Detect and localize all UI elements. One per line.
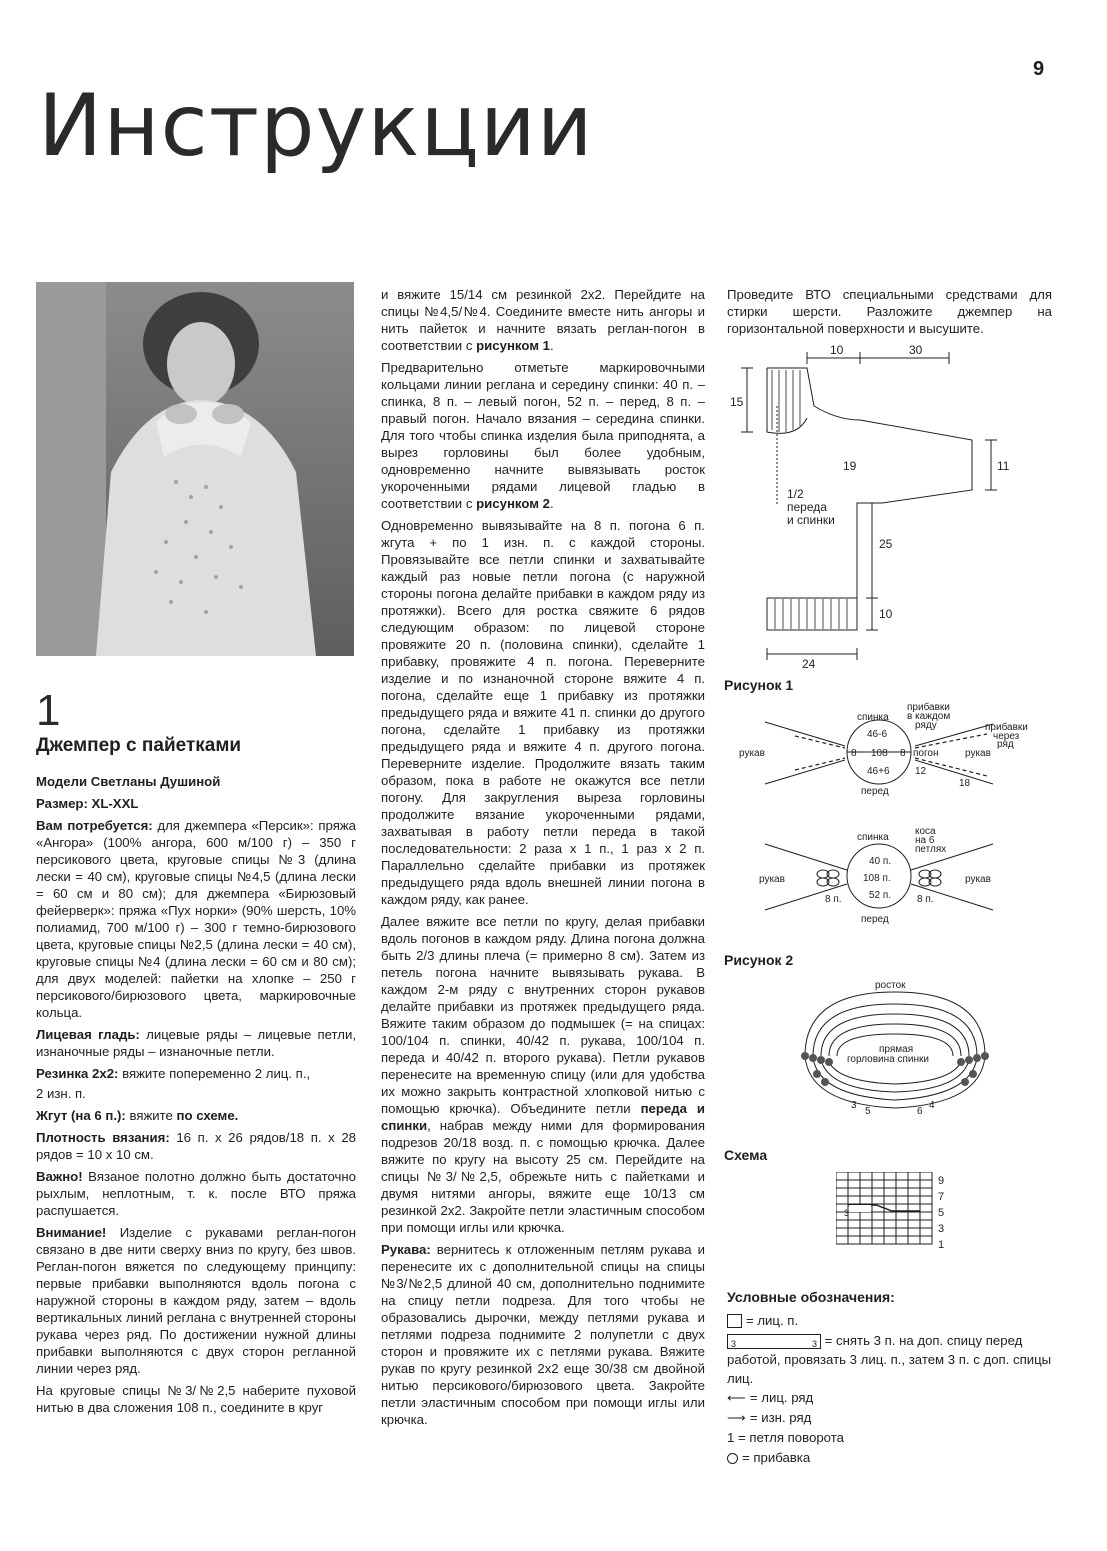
row-number: 5 bbox=[865, 1106, 871, 1117]
increase-icon bbox=[727, 1453, 738, 1464]
increase-label: прибавки bbox=[985, 722, 1028, 733]
row-number: 9 bbox=[938, 1175, 945, 1187]
front-label: перед bbox=[861, 786, 889, 797]
figure-1a-diagram bbox=[735, 702, 1055, 802]
piece-label: 1/2 bbox=[787, 487, 804, 501]
dim-label: 15 bbox=[730, 395, 744, 409]
increase-label: ряд bbox=[997, 739, 1014, 750]
dim-label: 10 bbox=[830, 343, 844, 357]
row-number: 5 bbox=[938, 1207, 945, 1219]
gauge-text: 16 п. х 26 рядов/18 п. х 28 рядов = 10 х 10 см. bbox=[36, 1130, 356, 1162]
cable-box-label: 3 bbox=[731, 1339, 737, 1350]
right-arrow-icon: ⟶ bbox=[727, 1410, 746, 1425]
count-label: 108 п. bbox=[863, 873, 891, 884]
cable-label: петлях bbox=[915, 844, 947, 855]
gauge-label: Плотность вязания: bbox=[36, 1130, 170, 1145]
rib-text-2: 2 изн. п. bbox=[36, 1086, 86, 1101]
neck-label: горловина спинки bbox=[847, 1054, 929, 1065]
sleeve-label: рукав bbox=[965, 874, 991, 885]
increase-label: в каждом bbox=[907, 711, 951, 722]
legend-title: Условные обозначения: bbox=[727, 1289, 895, 1305]
piece-label: и спинки bbox=[787, 513, 835, 527]
attention-text: Изделие с рукавами реглан-погон связано в две нити сверху вниз по кругу, без швов. Реглан-погон вяжется по следующему принципу: первые прибавки выполняются вдоль погона с наружной стороны в каждом ряду, затем – вдоль вертикальных линий реглана с внутренней стороны рукава через ряд. По достижении нужной длины прибавки выполняются с двух сторон регланной линии через ряд. bbox=[36, 1225, 356, 1376]
sleeves-label: Рукава: bbox=[381, 1242, 431, 1257]
count-label: 108 bbox=[871, 748, 888, 759]
row-number: 4 bbox=[929, 1100, 935, 1111]
figure-1-caption: Рисунок 1 bbox=[724, 677, 794, 693]
cable-symbol-icon bbox=[727, 1334, 821, 1349]
row-number: 3 bbox=[938, 1223, 945, 1235]
count-label: 12 bbox=[915, 766, 927, 777]
legend-turn: 1 = петля поворота bbox=[727, 1430, 844, 1445]
piece-label: переда bbox=[787, 500, 827, 514]
paragraph-text: Одновременно вывязывайте на 8 п. погона 6 п. жгута + по 1 изн. п. с каждой стороны. Провязывайте все петли спинки и захватывайте каждый раз новые петли погона (с наружной стороны погона делайте прибавки в каждом ряду из протяжки). Всего для ростка свяжите 6 рядов следующим образом: по лицевой стороне провяжите 20 п. (половина спинки), сделайте 1 прибавку, провяжите 4 п. погона. Переверните изделие и по изнаночной стороне вяжите 4 п. погона, сделайте еще 1 прибавку из протяжки предыдущего ряда и вяжите 41 п. спинки до другого погона, сделайте 1 прибавку из протяжки предыдущего ряда и вяжите 4 п. другого погона. Переверните изделие. Продолжите вязать таким образом, пока в работе не окажутся все петли погону. Для закругления выреза горловины продолжите вязание укороченными рядами, захватывая в работу петли переда в такой последовательности: 2 раза х 1 п., 1 раз х 2 п. Параллельно сделайте прибавки из протяжек предыдущего ряда вдоль внешней линии погона в каждом ряду, как ранее. bbox=[381, 518, 705, 907]
dim-label: 25 bbox=[879, 537, 893, 551]
legend-rs-row: = лиц. ряд bbox=[749, 1390, 814, 1405]
sleeve-label: рукав bbox=[759, 874, 785, 885]
column-2 bbox=[381, 286, 705, 1433]
figure-ref: рисунком 2 bbox=[476, 496, 550, 511]
increase-label: через bbox=[993, 731, 1020, 742]
cable-chart bbox=[836, 1172, 956, 1252]
back-label: спинка bbox=[857, 832, 889, 843]
page-number: 9 bbox=[1033, 58, 1045, 80]
legend-knit: = лиц. п. bbox=[746, 1313, 799, 1328]
finishing-text: Проведите ВТО специальными средствами для стирки шерсти. Разложите джемпер на горизонтальной поверхности и высушите. bbox=[727, 287, 1052, 336]
chart-caption: Схема bbox=[724, 1147, 768, 1163]
count-label: 8 bbox=[851, 748, 857, 759]
punctuation: . bbox=[549, 496, 554, 511]
figure-ref: рисунком 1 bbox=[476, 338, 550, 353]
item-title: Джемпер с пайетками bbox=[36, 735, 242, 756]
important-label: Важно! bbox=[36, 1169, 83, 1184]
rib-label: Резинка 2х2: bbox=[36, 1066, 119, 1081]
item-number: 1 bbox=[36, 686, 61, 735]
count-label: 18 bbox=[959, 778, 971, 789]
garment-schematic bbox=[727, 340, 1072, 675]
count-label: 8 bbox=[900, 748, 906, 759]
needs-text: для джемпера «Персик»: пряжа «Ангора» (100% ангора, 600 м/100 г) – 350 г персикового цвета, круговые спицы №3 (длина лески = 40 см), круговые спицы №4,5 (длина лески = 60 см и 80 см); для джемпера «Бирюзовый фейерверк»: пряжа «Пух норки» (90% шерсть, 10% полиамид, 700 м/100 г) – 300 г темно-бирюзового цвета, круговые спицы №2,5 (длина лески = 40 см), круговые спицы №4 (длина лески = 60 см и 80 см); для двух моделей: пайетки на хлопке – 250 г персикового/бирюзового цвета, маркировочные кольца. bbox=[36, 818, 356, 1020]
saddle-label: погон bbox=[913, 748, 939, 759]
dim-label: 10 bbox=[879, 607, 893, 621]
cable-label: на 6 bbox=[915, 835, 935, 846]
dim-label: 11 bbox=[997, 459, 1010, 473]
count-label: 8 п. bbox=[825, 894, 842, 905]
gusset-label: росток bbox=[875, 980, 906, 991]
dim-label: 19 bbox=[843, 459, 857, 473]
stockinette-text: лицевые ряды – лицевые петли, изнаночные ряды – изнаночные петли. bbox=[36, 1027, 356, 1059]
increase-label: прибавки bbox=[907, 702, 950, 713]
legend-ws-row: = изн. ряд bbox=[749, 1410, 812, 1425]
cable-mark: 3 bbox=[844, 1208, 850, 1218]
sleeve-label: рукав bbox=[739, 748, 765, 759]
cable-label: Жгут (на 6 п.): bbox=[36, 1108, 126, 1123]
page-title: Инструкции bbox=[38, 76, 594, 176]
row-number: 1 bbox=[938, 1239, 945, 1251]
legend-increase: = прибавка bbox=[742, 1450, 811, 1465]
important-text: Вязаное полотно должно быть достаточно рыхлым, неплотным, т. к. после ВТО пряжа распушается. bbox=[36, 1169, 356, 1218]
cable-label: коса bbox=[915, 826, 936, 837]
row-number: 7 bbox=[938, 1191, 945, 1203]
author: Модели Светланы Душиной bbox=[36, 774, 221, 789]
knit-stitch-icon bbox=[727, 1314, 742, 1328]
model-photo bbox=[36, 282, 354, 656]
bold-phrase: переда и спинки bbox=[381, 1101, 705, 1133]
dim-label: 24 bbox=[802, 657, 816, 671]
back-label: спинка bbox=[857, 712, 889, 723]
column-3 bbox=[727, 286, 1052, 342]
legend bbox=[727, 1287, 1077, 1468]
dim-label: 30 bbox=[909, 343, 923, 357]
punctuation: . bbox=[549, 338, 554, 353]
cast-on-text: На круговые спицы №3/№2,5 наберите пуховой нитью в два сложения 108 п., соедините в круг bbox=[36, 1383, 356, 1415]
cable-text-bold: по схеме. bbox=[176, 1108, 239, 1123]
stockinette-label: Лицевая гладь: bbox=[36, 1027, 140, 1042]
paragraph-text: , набрав между ними для формирования подрезов 20/18 возд. п. с помощью крючка. Далее вяжите по кругу на высоту 25 см. Перейдите на спицы №3/№2,5, обрежьте нить с пайетками и двумя нитями ангоры, вяжите еще 10/13 см резинкой 2х2. Закройте петли эластичным способом при помощи иглы или крючка. bbox=[381, 1118, 705, 1235]
cable-box-label: 3 bbox=[811, 1339, 817, 1350]
figure-1b-diagram bbox=[735, 826, 1055, 928]
count-label: 8 п. bbox=[917, 894, 934, 905]
column-1 bbox=[36, 773, 356, 1421]
row-number: 3 bbox=[851, 1100, 857, 1111]
count-label: 46+6 bbox=[867, 766, 890, 777]
front-label: перед bbox=[861, 914, 889, 925]
count-label: 52 п. bbox=[869, 890, 892, 901]
sleeve-label: рукав bbox=[965, 748, 991, 759]
legend-cable: = снять 3 п. на доп. спицу перед работой, провязать 3 лиц. п., затем 3 п. с доп. спицы лиц. bbox=[727, 1333, 1052, 1386]
row-number: 6 bbox=[917, 1106, 923, 1117]
cable-text: вяжите bbox=[125, 1108, 177, 1123]
paragraph-text: Предварительно отметьте маркировочными кольцами линии реглана и середину спинки: 40 п. – спинка, 8 п. – левый погон, 52 п. – перед, 8 п. – правый погон. Начало вязания – середина спинки. Для того чтобы спинка изделия была приподнята, а вырез горловины был более удобным, одновременно начните вывязывать росток укороченными рядами лицевой гладью в соответствии с bbox=[381, 360, 705, 511]
count-label: 46-6 bbox=[867, 729, 888, 740]
figure-2-diagram bbox=[795, 978, 995, 1118]
left-arrow-icon: ⟵ bbox=[727, 1390, 746, 1405]
paragraph-text: Далее вяжите все петли по кругу, делая прибавки вдоль погонов в каждом ряду. Длина погона должна быть 2/3 длины плеча (= примерно 8 см). Затем из петель погона начните вывязывать рукава. В каждом 2-м ряду с внутренних сторон рукавов делайте прибавки из протяжек предыдущего ряда. Вяжите таким образом до подмышек (= на спицах: 100/104 п. спинки, 40/42 п. рукава, 100/104 п. переда и 40/42 п. второго рукава). Петли рукавов перенесите на временную спицу (или для удобства их можно закрыть контрастной хлопковой нитью с помощью крючка). Объедините петли bbox=[381, 914, 705, 1116]
size: Размер: XL-XXL bbox=[36, 796, 139, 811]
increase-label: ряду bbox=[915, 720, 937, 731]
neck-label: прямая bbox=[879, 1044, 914, 1055]
sleeves-text: вернитесь к отложенным петлям рукава и перенесите их с дополнительной спицы на спицы №3/№2,5 длиной 40 см, дополнительно поднимите на спицу петли подреза. Для того чтобы не образовались дырочки, между петлями рукава и петлями подреза поднимите 2 полупетли с двух сторон и провяжите их с петлями рукава. Вяжите рукав по кругу резинкой 2х2 еще 30/38 см двойной нитью персикового/бирюзового цвета. Закройте петли эластичным способом при помощи иглы или крючка. bbox=[381, 1242, 705, 1427]
figure-2-caption: Рисунок 2 bbox=[724, 952, 794, 968]
needs-label: Вам потребуется: bbox=[36, 818, 153, 833]
paragraph-text: и вяжите 15/14 см резинкой 2х2. Перейдите на спицы №4,5/№4. Соедините вместе нить ангоры и нить пайеток и начните вязать реглан-погон в соответствии с bbox=[381, 287, 705, 353]
attention-label: Внимание! bbox=[36, 1225, 107, 1240]
count-label: 40 п. bbox=[869, 856, 892, 867]
rib-text: вяжите попеременно 2 лиц. п., bbox=[118, 1066, 311, 1081]
